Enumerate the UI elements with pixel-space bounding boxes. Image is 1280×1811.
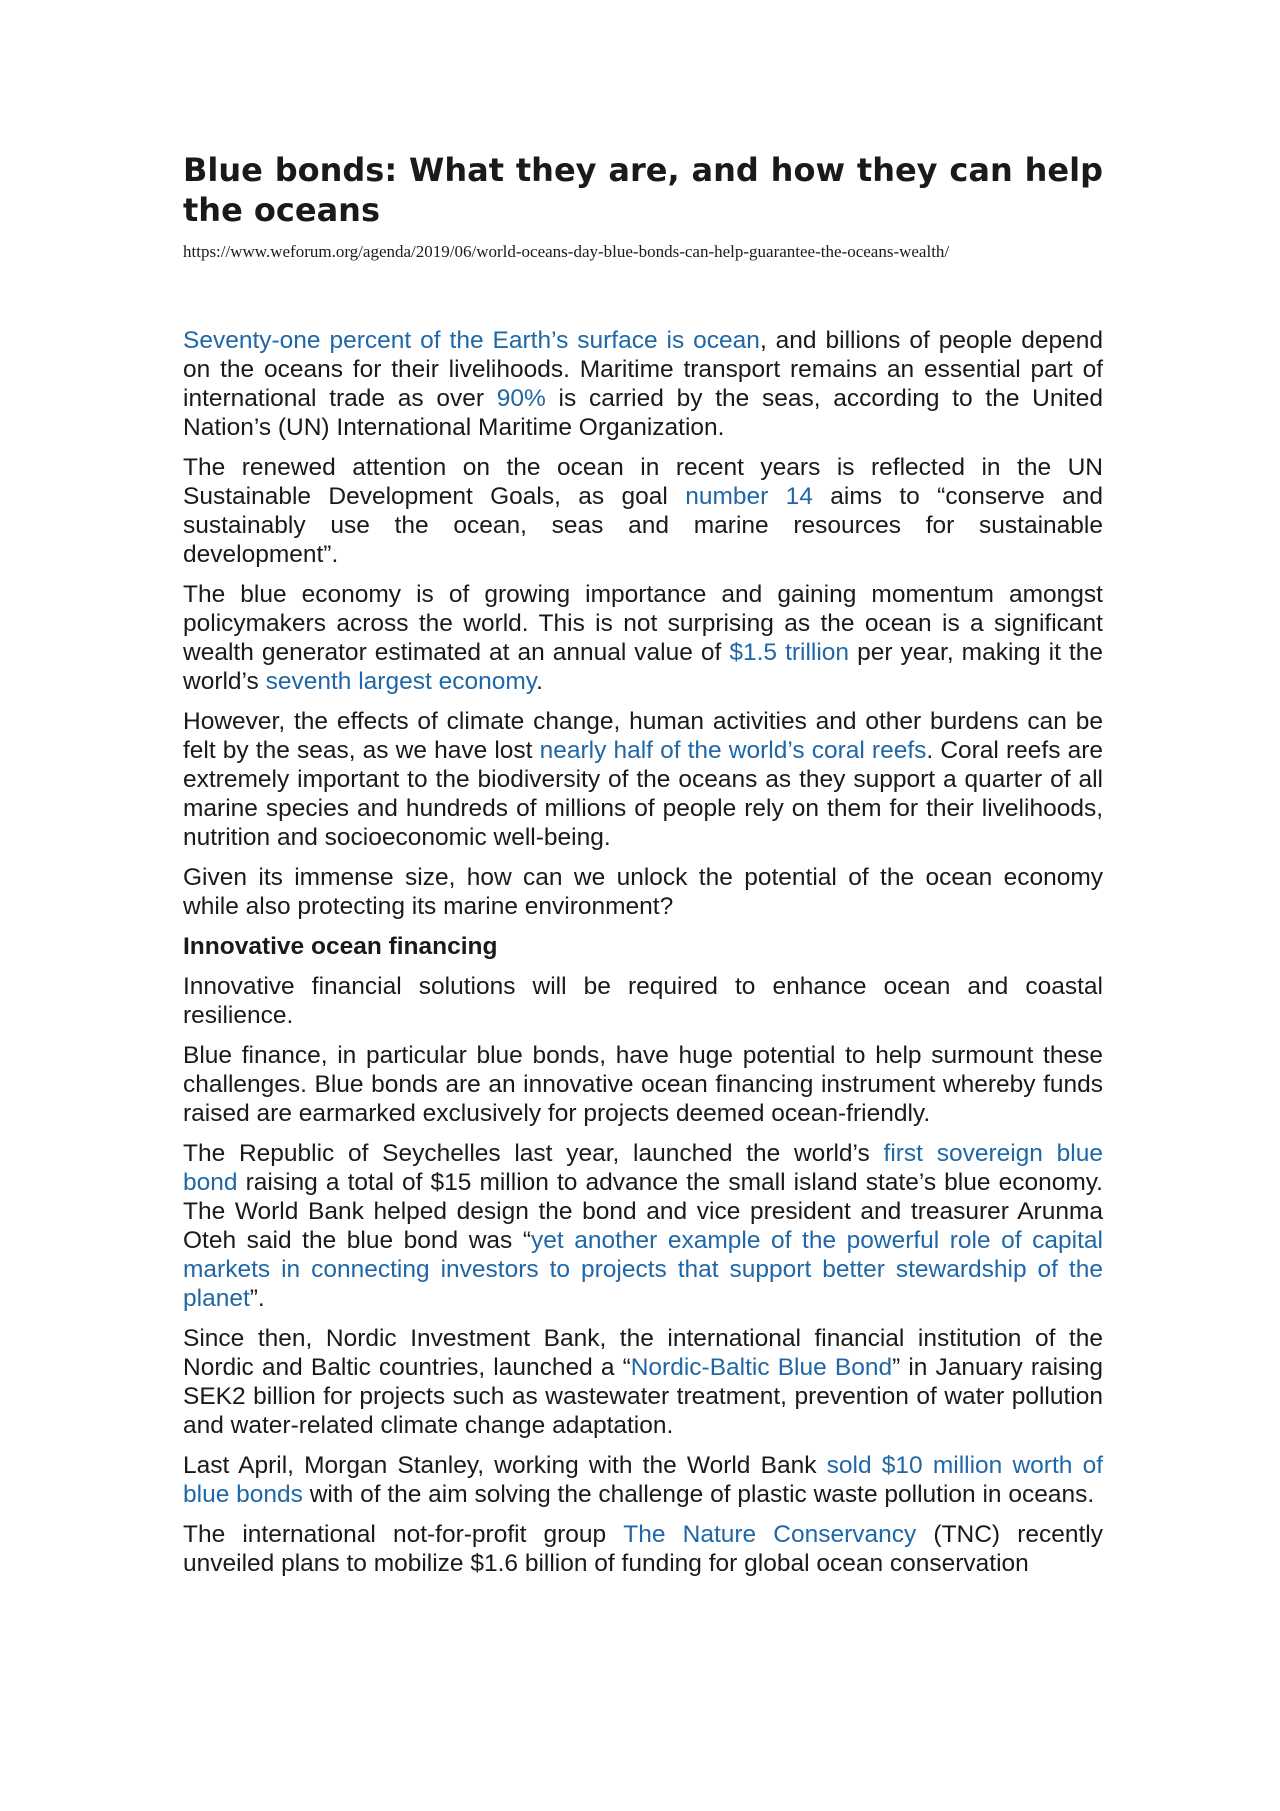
article-body	[183, 326, 1103, 1578]
paragraph-8: The Republic of Seychelles last year, launched the world’s first sovereign blue bond raising a total of $15 million to advance the small island state’s blue economy. The World Bank helped design the bond and vice president and treasurer Arunma Oteh said the blue bond was “yet another example of the powerful role of capital markets in connecting investors to projects that support better stewardship of the planet”.	[183, 1140, 1103, 1312]
source-url: https://www.weforum.org/agenda/2019/06/world-oceans-day-blue-bonds-can-help-guarantee-the-oceans-wealth/	[183, 242, 950, 261]
paragraph-4: However, the effects of climate change, human activities and other burdens can be felt by the seas, as we have lost nearly half of the world’s coral reefs. Coral reefs are extremely important to the biodiversity of the oceans as they support a quarter of all marine species and hundreds of millions of people rely on them for their livelihoods, nutrition and socioeconomic well-being.	[183, 708, 1103, 851]
link-first-sovereign-blue-bond[interactable]: first sovereign blue bond	[183, 1140, 1103, 1196]
link-nature-conservancy[interactable]: The Nature Conservancy	[623, 1521, 917, 1548]
paragraph-1: Seventy-one percent of the Earth’s surface is ocean, and billions of people depend on the oceans for their livelihoods. Maritime transport remains an essential part of international trade as over 90% is carried by the seas, according to the United Nation’s (UN) International Maritime Organization.	[183, 327, 1103, 441]
link-seventh-largest-economy[interactable]: seventh largest economy	[265, 668, 537, 695]
link-coral-reefs[interactable]: nearly half of the world’s coral reefs	[539, 737, 927, 764]
link-capital-markets-quote[interactable]: yet another example of the powerful role of capital markets in connecting investors to projects that support better stewardship of the planet	[183, 1227, 1103, 1312]
paragraph-5: Given its immense size, how can we unlock the potential of the ocean economy while also protecting its marine environment?	[183, 864, 1103, 920]
link-ocean-surface[interactable]: Seventy-one percent of the Earth’s surface is ocean	[183, 327, 760, 354]
link-1-5-trillion[interactable]: $1.5 trillion	[729, 639, 850, 666]
link-morgan-stanley-blue-bonds[interactable]: sold $10 million worth of blue bonds	[183, 1452, 1103, 1508]
article-title: Blue bonds: What they are, and how they can help the oceans	[183, 151, 1103, 229]
link-number-14[interactable]: number 14	[685, 483, 813, 510]
link-nordic-baltic-blue-bond[interactable]: Nordic-Baltic Blue Bond	[630, 1354, 893, 1381]
paragraph-10: Last April, Morgan Stanley, working with the World Bank sold $10 million worth of blue bonds with of the aim solving the challenge of plastic waste pollution in oceans.	[183, 1452, 1103, 1508]
paragraph-2: The renewed attention on the ocean in recent years is reflected in the UN Sustainable Development Goals, as goal number 14 aims to “conserve and sustainably use the ocean, seas and marine resources for sustainable development”.	[183, 454, 1103, 568]
paragraph-11: The international not-for-profit group The Nature Conservancy (TNC) recently unveiled plans to mobilize $1.6 billion of funding for global ocean conservation	[183, 1521, 1103, 1577]
paragraph-7: Blue finance, in particular blue bonds, have huge potential to help surmount these challenges. Blue bonds are an innovative ocean financing instrument whereby funds raised are earmarked exclusively for projects deemed ocean-friendly.	[183, 1042, 1103, 1127]
link-90-percent[interactable]: 90%	[496, 385, 546, 412]
paragraph-9: Since then, Nordic Investment Bank, the international financial institution of the Nordic and Baltic countries, launched a “Nordic-Baltic Blue Bond” in January raising SEK2 billion for projects such as wastewater treatment, prevention of water pollution and water-related climate change adaptation.	[183, 1325, 1104, 1439]
paragraph-3: The blue economy is of growing importance and gaining momentum amongst policymakers across the world. This is not surprising as the ocean is a significant wealth generator estimated at an annual value of $1.5 trillion per year, making it the world’s seventh largest economy.	[183, 581, 1103, 695]
paragraph-6: Innovative financial solutions will be required to enhance ocean and coastal resilience.	[183, 973, 1103, 1029]
section-heading: Innovative ocean financing	[183, 933, 498, 960]
